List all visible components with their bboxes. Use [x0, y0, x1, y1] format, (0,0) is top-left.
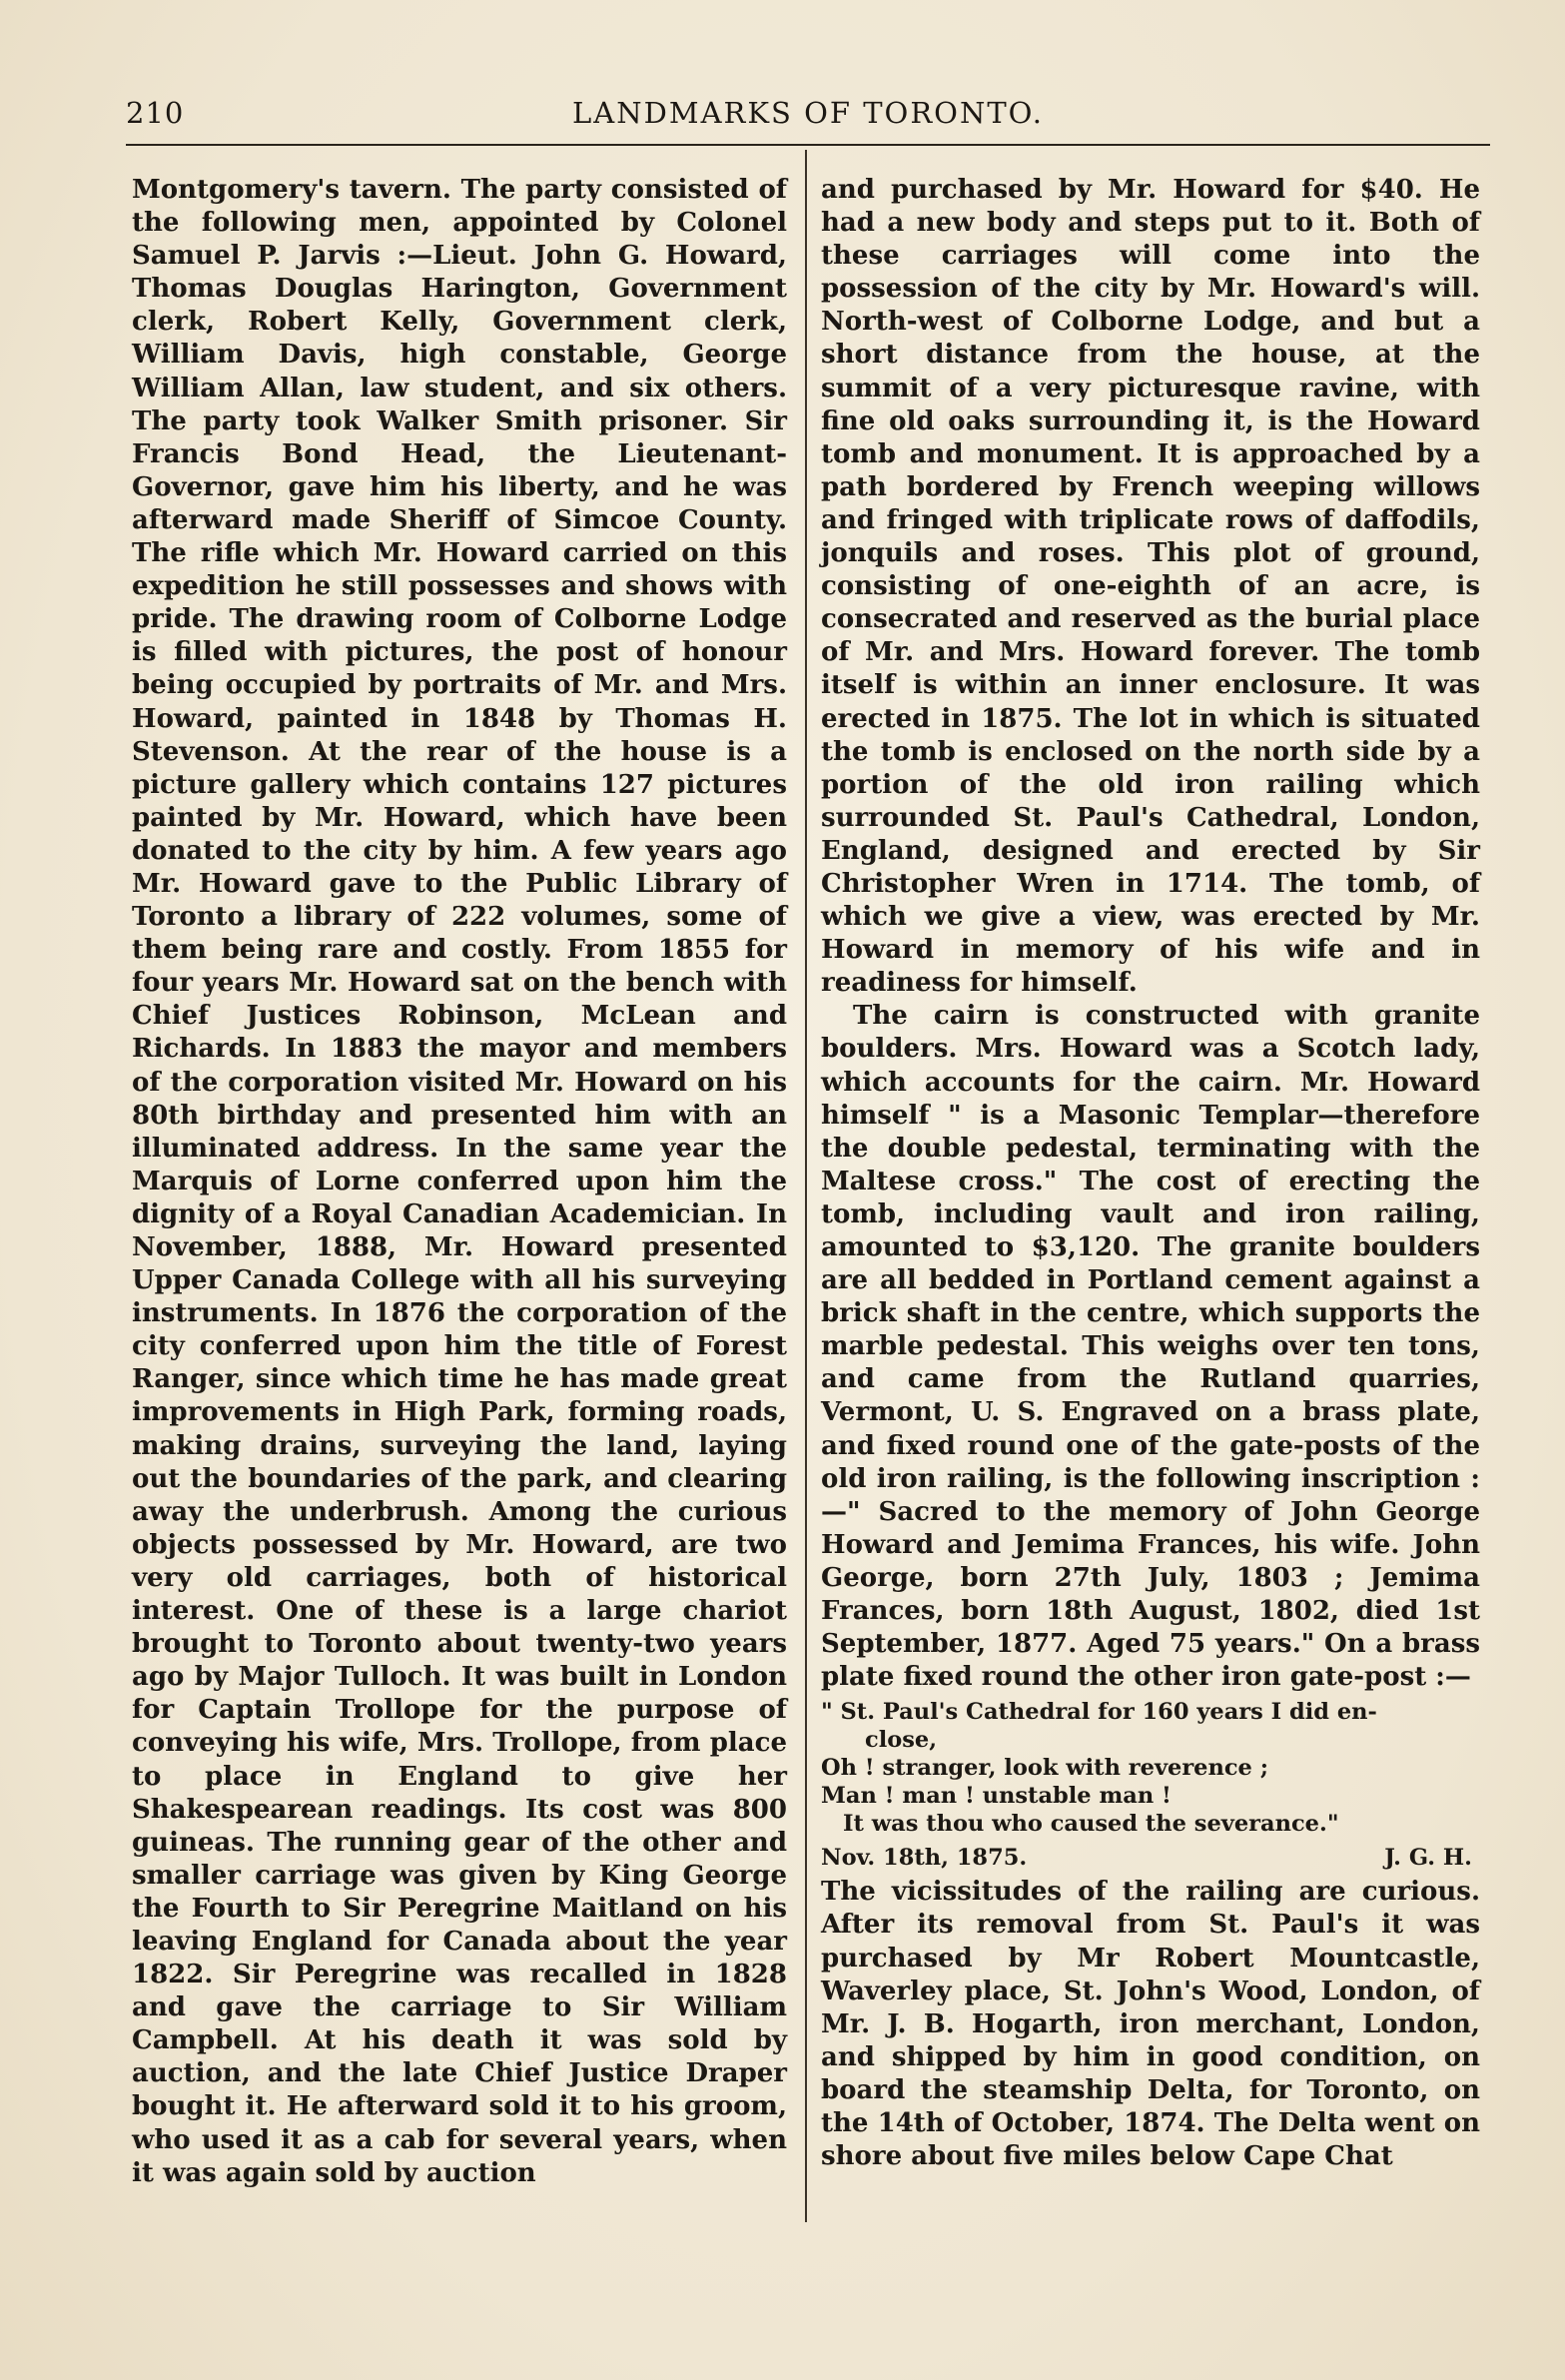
page-number: 210: [126, 96, 185, 130]
inscription-date: Nov. 18th, 1875.: [821, 1845, 1028, 1872]
inscription-block: [821, 1698, 1480, 1838]
inscription-line-2: close,: [865, 1727, 938, 1754]
running-title: LANDMARKS OF TORONTO.: [572, 96, 1044, 130]
right-column-paragraph-2: The cairn is constructed with granite boulders. Mrs. Howard was a Scotch lady, which accounts for the cairn. Mr. Howard himself " is a Masonic Templar—therefore the double pedestal, terminating with the Maltese cross." The cost of erecting the tomb, including vault and iron railing, amounted to $3,120. The granite boulders are all bedded in Portland cement against a brick shaft in the centre, which supports the marble pedestal. This weighs over ten tons, and came from the Rutland quarries, Vermont, U. S. Engraved on a brass plate, and fixed round one of the gate-posts of the old iron railing, is the following inscription :—" Sacred to the memory of John George Howard and Jemima Frances, his wife. John George, born 27th July, 1803 ; Jemima Frances, born 18th August, 1802, died 1st September, 1877. Aged 75 years." On a brass plate fixed round the other iron gate-post :—: [821, 1001, 1480, 1693]
inscription-dateline: [821, 1844, 1480, 1872]
column-divider: [805, 150, 807, 2222]
inscription-line-5: It was thou who caused the severance.": [843, 1811, 1339, 1838]
inscription-line-1: " St. Paul's Cathedral for 160 years I did en-: [821, 1699, 1377, 1726]
page-header: [126, 92, 1490, 142]
left-column-paragraph: Montgomery's tavern. The party consisted of the following men, appointed by Colonel Samuel P. Jarvis :—Lieut. John G. Howard, Thomas Douglas Harington, Government clerk, Robert Kelly, Government clerk, William Davis, high constable, George William Allan, law student, and six others. The party took Walker Smith prisoner. Sir Francis Bond Head, the Lieutenant-Governor, gave him his liberty, and he was afterward made Sheriff of Simcoe County. The rifle which Mr. Howard carried on this expedition he still possesses and shows with pride. The drawing room of Colborne Lodge is filled with pictures, the post of honour being occupied by portraits of Mr. and Mrs. Howard, painted in 1848 by Thomas H. Stevenson. At the rear of the house is a picture gallery which contains 127 pictures painted by Mr. Howard, which have been donated to the city by him. A few years ago Mr. Howard gave to the Public Library of Toronto a library of 222 volumes, some of them being rare and costly. From 1855 for four years Mr. Howard sat on the bench with Chief Justices Robinson, McLean and Richards. In 1883 the mayor and members of the corporation visited Mr. Howard on his 80th birthday and presented him with an illuminated address. In the same year the Marquis of Lorne conferred upon him the dignity of a Royal Canadian Academician. In November, 1888, Mr. Howard presented Upper Canada College with all his surveying instruments. In 1876 the corporation of the city conferred upon him the title of Forest Ranger, since which time he has made great improvements in High Park, forming roads, making drains, surveying the land, laying out the boundaries of the park, and clearing away the underbrush. Among the curious objects possessed by Mr. Howard, are two very old carriages, both of historical interest. One of these is a large chariot brought to Toronto about twenty-two years ago by Major Tulloch. It was built in London for Captain Trollope for the purpose of conveying his wife, Mrs. Trollope, from place to place in England to give her Shakespearean readings. Its cost was 800 guineas. The running gear of the other and smaller carriage was given by King George the Fourth to Sir Peregrine Maitland on his leaving England for Canada about the year 1822. Sir Peregrine was recalled in 1828 and gave the carriage to Sir William Campbell. At his death it was sold by auction, and the late Chief Justice Draper bought it. He afterward sold it to his groom, who used it as a cab for several years, when it was again sold by auction: [132, 175, 787, 2188]
inscription-line-4: Man ! man ! unstable man !: [821, 1783, 1172, 1810]
right-column: [821, 174, 1480, 2173]
header-rule: [126, 144, 1490, 146]
inscription-line-3: Oh ! stranger, look with reverence ;: [821, 1755, 1269, 1782]
inscription-signature: J. G. H.: [1384, 1845, 1472, 1872]
right-column-paragraph-1: and purchased by Mr. Howard for $40. He had a new body and steps put to it. Both of these carriages will come into the possession of the city by Mr. Howard's will. North-west of Colborne Lodge, and but a short distance from the house, at the summit of a very picturesque ravine, with fine old oaks surrounding it, is the Howard tomb and monument. It is approached by a path bordered by French weeping willows and fringed with triplicate rows of daffodils, jonquils and roses. This plot of ground, consisting of one-eighth of an acre, is consecrated and reserved as the burial place of Mr. and Mrs. Howard forever. The tomb itself is within an inner enclosure. It was erected in 1875. The lot in which is situated the tomb is enclosed on the north side by a portion of the old iron railing which surrounded St. Paul's Cathedral, London, England, designed and erected by Sir Christopher Wren in 1714. The tomb, of which we give a view, was erected by Mr. Howard in memory of his wife and in readiness for himself.: [821, 175, 1480, 999]
left-column: [132, 174, 787, 2190]
right-column-paragraph-3: The vicissitudes of the railing are curious. After its removal from St. Paul's it was purchased by Mr Robert Mountcastle, Waverley place, St. John's Wood, London, of Mr. J. B. Hogarth, iron merchant, London, and shipped by him in good condition, on board the steamship Delta, for Toronto, on the 14th of October, 1874. The Delta went on shore about five miles below Cape Chat: [821, 1877, 1480, 2172]
